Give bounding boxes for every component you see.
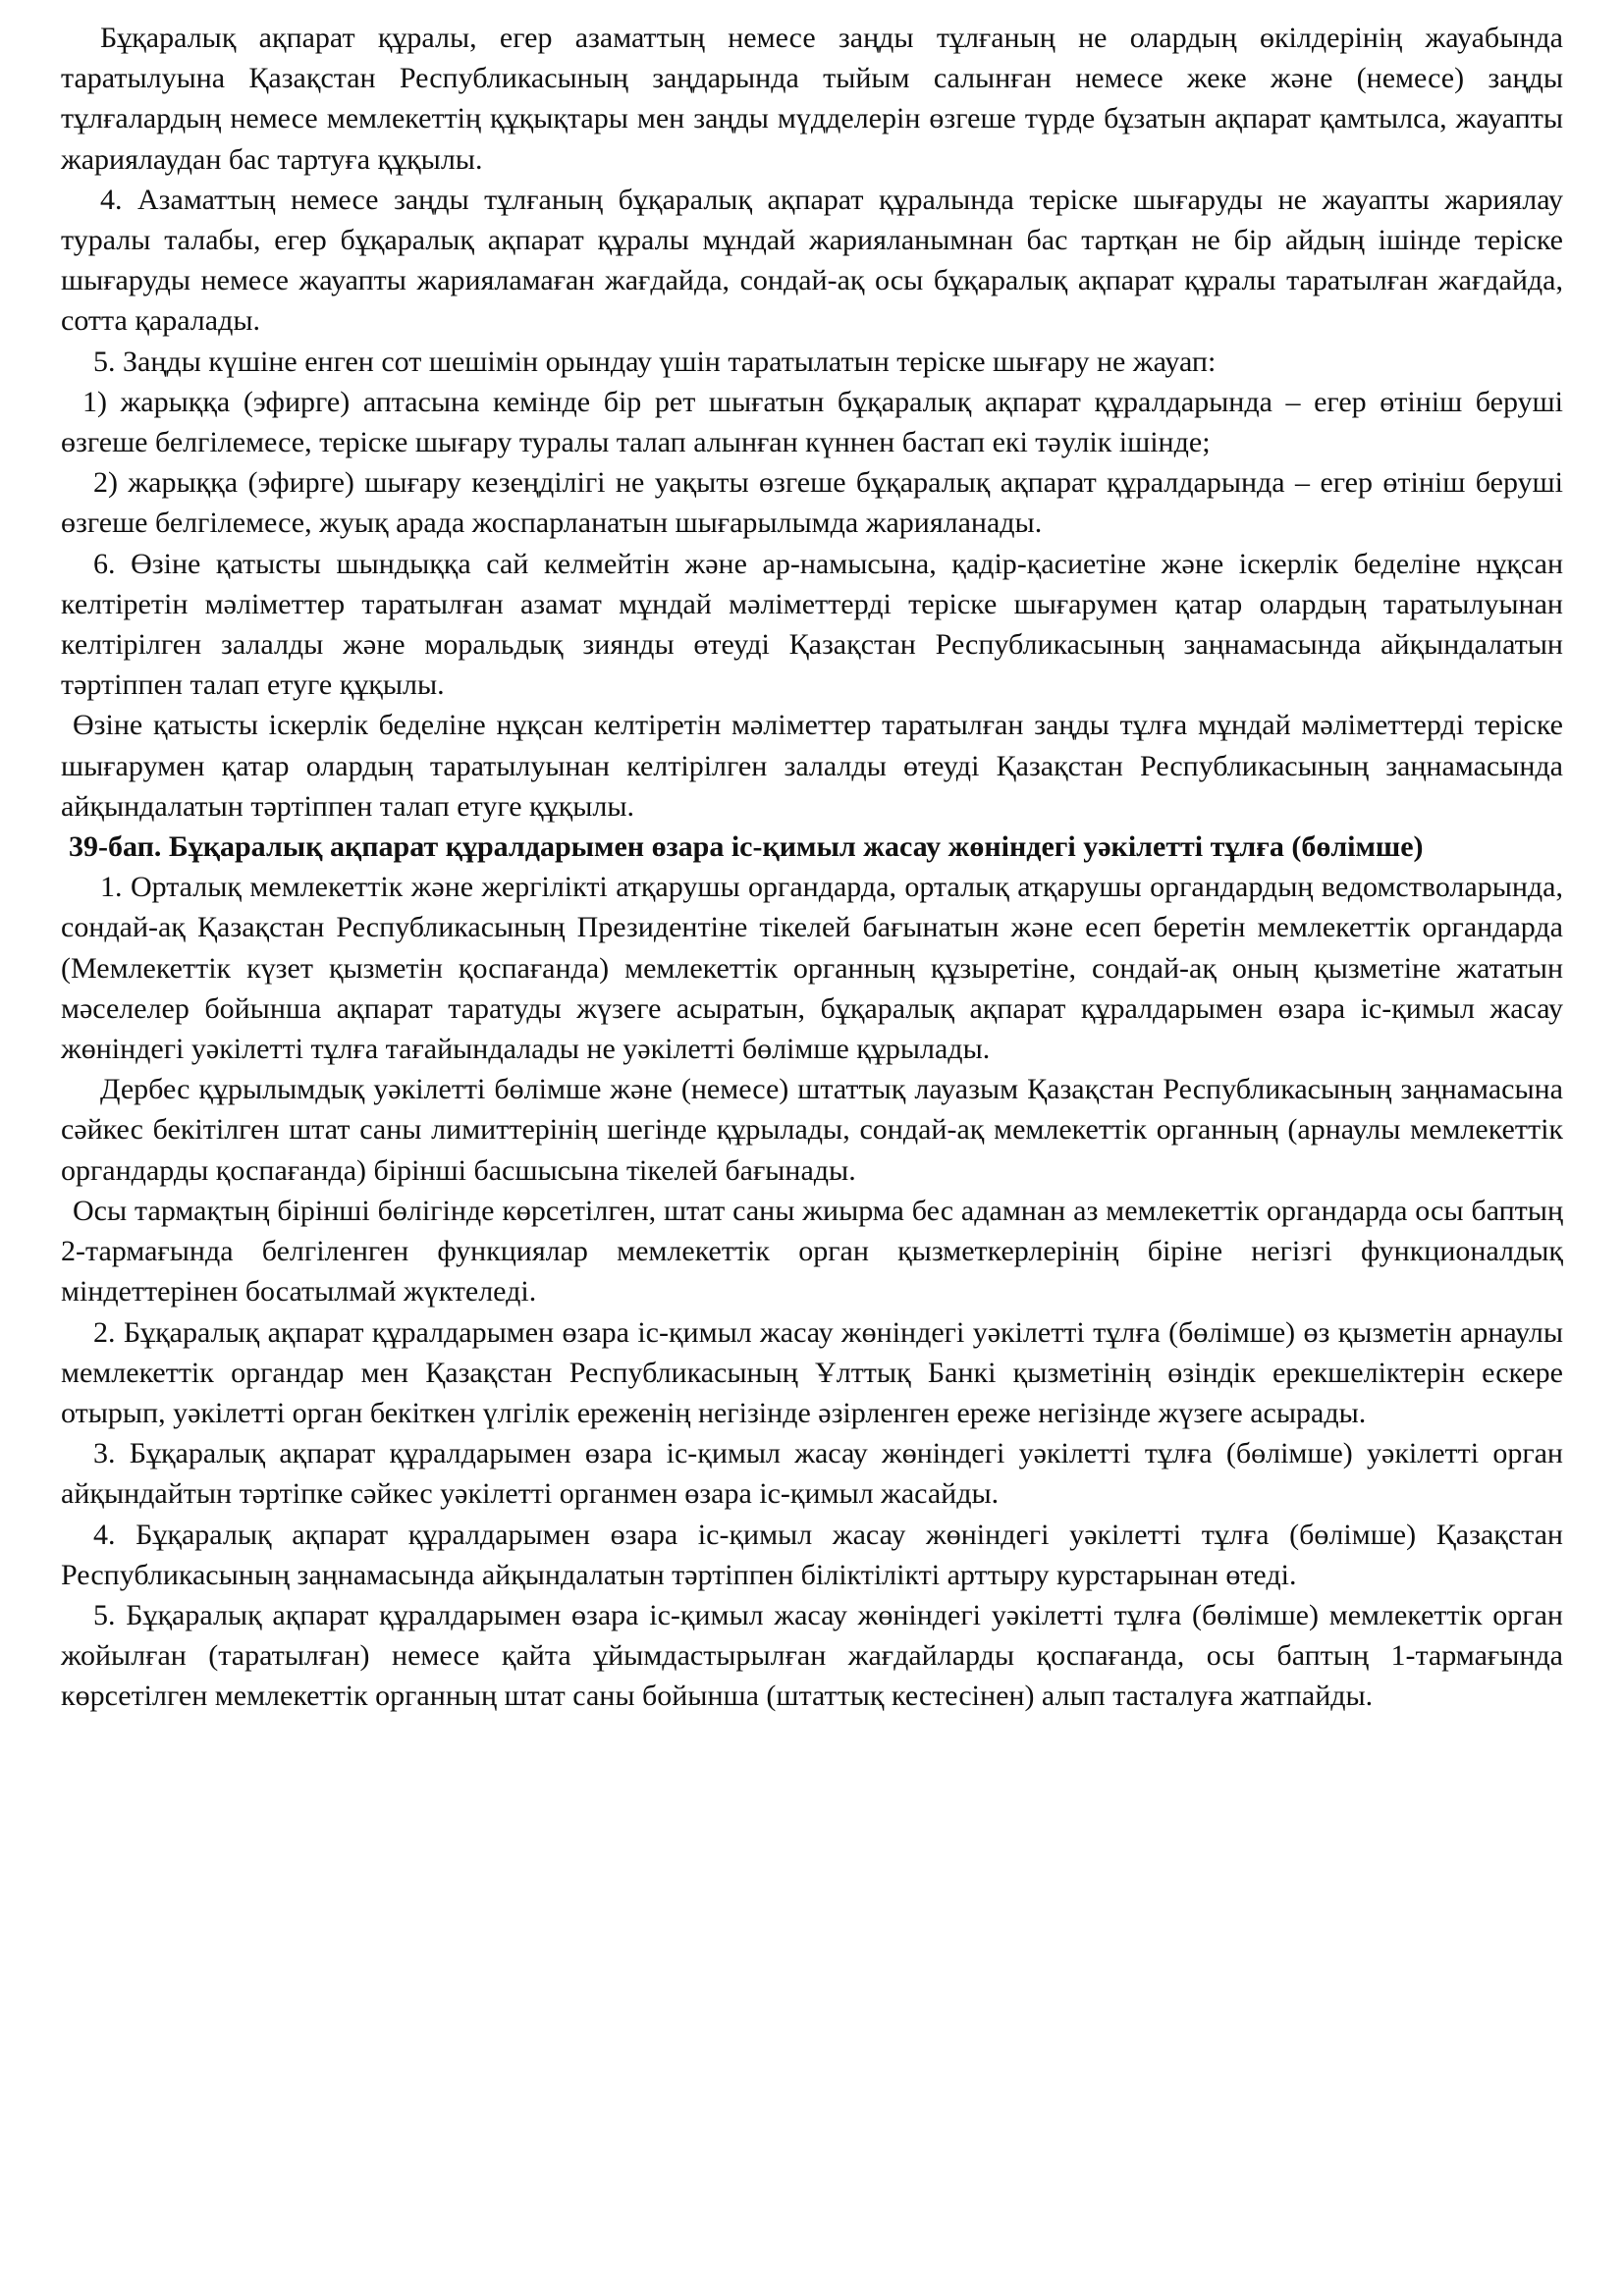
paragraph: Өзіне қатысты іскерлік беделіне нұқсан келтіретін мәліметтер таратылған заңды тұлға мұндай мәліметтерді теріске шығарумен қатар олардың таратылуынан келтірілген залалды өтеуді Қазақстан Республикасының заңнамасында айқындалатын тәртіппен талап етуге құқылы. <box>61 709 1563 823</box>
paragraph: 5. Заңды күшіне енген сот шешімін орындау үшін таратылатын теріске шығару не жауап: <box>93 345 1217 378</box>
paragraph: 2. Бұқаралық ақпарат құралдарымен өзара іс-қимыл жасау жөніндегі уәкілетті тұлға (бөлімше) өз қызметін арнаулы мемлекеттік органдар мен Қазақстан Республикасының Ұлттық Банкі қызметінің өзіндік ерекшеліктерін ескере отырып, уәкілетті орган бекіткен үлгілік ереженің негізінде әзірленген ереже негізінде жүзеге асырады. <box>61 1315 1563 1429</box>
paragraph: 3. Бұқаралық ақпарат құралдарымен өзара іс-қимыл жасау жөніндегі уәкілетті тұлға (бөлімше) уәкілетті орган айқындайтын тәртіпке сәйкес уәкілетті органмен өзара іс-қимыл жасайды. <box>61 1437 1563 1511</box>
document-body <box>61 18 1563 1717</box>
paragraph: 1) жарыққа (эфирге) аптасына кемінде бір рет шығатын бұқаралық ақпарат құралдарында – егер өтініш беруші өзгеше белгілемесе, теріске шығару туралы талап алынған күннен бастап екі тәулік ішінде; <box>61 385 1563 459</box>
paragraph: 6. Өзіне қатысты шындыққа сай келмейтін және ар-намысына, қадір-қасиетіне және іскерлік беделіне нұқсан келтіретін мәліметтер таратылған азамат мұндай мәліметтерді теріске шығарумен қатар олардың таратылуынан келтірілген залалды және моральдық зиянды өтеуді Қазақстан Республикасының заңнамасында айқындалатын тәртіппен талап етуге құқылы. <box>61 547 1563 702</box>
paragraph: 5. Бұқаралық ақпарат құралдарымен өзара іс-қимыл жасау жөніндегі уәкілетті тұлға (бөлімше) мемлекеттік орган жойылған (таратылған) немесе қайта ұйымдастырылған жағдайларды қоспағанда, осы баптың 1-тармағында көрсетілген мемлекеттік органның штат саны бойынша (штаттық кестесінен) алып тасталуға жатпайды. <box>61 1598 1563 1713</box>
article-heading: 39-бап. Бұқаралық ақпарат құралдарымен өзара іс-қимыл жасау жөніндегі уәкілетті тұлға (бөлімше) <box>69 830 1424 864</box>
paragraph: 4. Азаматтың немесе заңды тұлғаның бұқаралық ақпарат құралында теріске шығаруды не жауапты жариялау туралы талабы, егер бұқаралық ақпарат құралы мұндай жарияланымнан бас тартқан не бір айдың ішінде теріске шығаруды немесе жауапты жарияламаған жағдайда, сондай-ақ осы бұқаралық ақпарат құралы таратылған жағдайда, сотта қаралады. <box>61 183 1563 338</box>
paragraph: 1. Орталық мемлекеттік және жергілікті атқарушы органдарда, орталық атқарушы органдардың ведомстволарында, сондай-ақ Қазақстан Республикасының Президентіне тікелей бағынатын және есеп беретін мемлекеттік органдарда (Мемлекеттік күзет қызметін қоспағанда) мемлекеттік органның құзыретіне, сондай-ақ оның қызметіне жататын мәселелер бойынша ақпарат таратуды жүзеге асыратын, бұқаралық ақпарат құралдарымен өзара іс-қимыл жасау жөніндегі уәкілетті тұлға тағайындалады не уәкілетті бөлімше құрылады. <box>61 871 1563 1066</box>
paragraph: 2) жарыққа (эфирге) шығару кезеңділігі не уақыты өзгеше бұқаралық ақпарат құралдарында – егер өтініш беруші өзгеше белгілемесе, жуық арада жоспарланатын шығарылымда жарияланады. <box>61 466 1563 540</box>
paragraph: 4. Бұқаралық ақпарат құралдарымен өзара іс-қимыл жасау жөніндегі уәкілетті тұлға (бөлімше) Қазақстан Республикасының заңнамасында айқындалатын тәртіппен біліктілікті арттыру курстарынан өтеді. <box>61 1518 1563 1591</box>
paragraph: Бұқаралық ақпарат құралы, егер азаматтың немесе заңды тұлғаның не олардың өкілдерінің жауабында таратылуына Қазақстан Республикасының заңдарында тыйым салынған немесе жеке және (немесе) заңды тұлғалардың немесе мемлекеттің құқықтары мен заңды мүдделерін өзгеше түрде бұзатын ақпарат қамтылса, жауапты жариялаудан бас тартуға құқылы. <box>61 22 1563 176</box>
paragraph: Дербес құрылымдық уәкілетті бөлімше және (немесе) штаттық лауазым Қазақстан Республикасының заңнамасына сәйкес бекітілген штат саны лимиттерінің шегінде құрылады, сондай-ақ мемлекеттік органның (арнаулы мемлекеттік органдарды қоспағанда) бірінші басшысына тікелей бағынады. <box>61 1073 1563 1187</box>
paragraph: Осы тармақтың бірінші бөлігінде көрсетілген, штат саны жиырма бес адамнан аз мемлекеттік органдарда осы баптың 2-тармағында белгіленген функциялар мемлекеттік орган қызметкерлерінің біріне негізгі функционалдық міндеттерінен босатылмай жүктеледі. <box>61 1194 1563 1308</box>
